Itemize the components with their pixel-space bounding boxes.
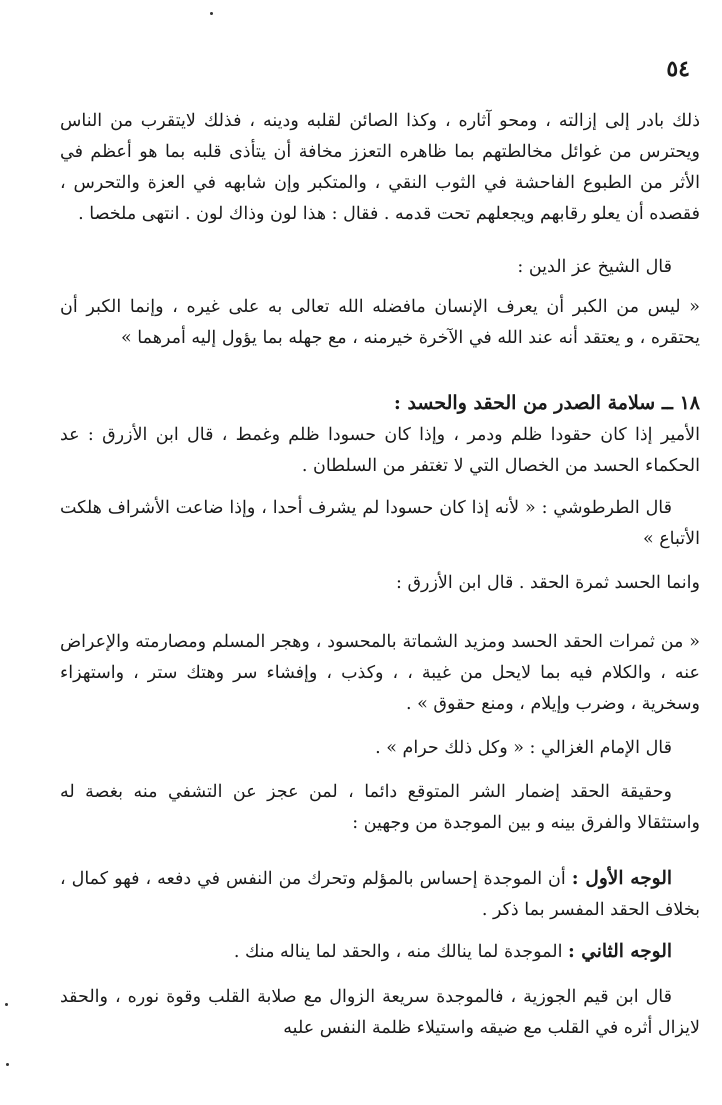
page-number: ٥٤ <box>666 56 690 82</box>
paragraph-intro <box>60 106 700 230</box>
paragraph-izz-intro <box>60 252 700 283</box>
paragraph-amir <box>60 420 700 482</box>
section-title: ١٨ ــ سلامة الصدر من الحقد والحسد : <box>393 392 700 414</box>
document-page <box>60 0 700 1105</box>
paragraph-ibn-qayyim <box>60 982 700 1044</box>
paragraph-text: قال الإمام الغزالي : « وكل ذلك حرام » . <box>375 738 672 758</box>
paragraph-text: وانما الحسد ثمرة الحقد . قال ابن الأزرق : <box>395 573 700 593</box>
paragraph-text: قال الشيخ عز الدين : <box>517 257 672 277</box>
paragraph-text: قال ابن قيم الجوزية ، فالموجدة سريعة الزوال مع صلابة القلب وقوة نوره ، والحقد لايزال أثره في القلب مع ضيقه واستيلاء ظلمة النفس عليه <box>60 987 700 1038</box>
paragraph-haqiqa <box>60 777 700 839</box>
quote-izz <box>60 292 700 354</box>
scan-speck <box>210 12 213 15</box>
paragraph-text <box>60 863 700 926</box>
paragraph-text: قال الطرطوشي : « لأنه إذا كان حسودا لم يشرف أحدا ، وإذا ضاعت الأشراف هلكت الأتباع » <box>60 498 700 549</box>
paragraph-ghazali <box>60 733 700 764</box>
term-label: الوجه الأول : <box>571 868 672 889</box>
paragraph-text: « ليس من الكبر أن يعرف الإنسان مافضله الله تعالى به على غيره ، وإنما الكبر أن يحتقره ، و يعتقد أنه عند الله في الآخرة خيرمنه ، مع جهله بما يؤول إليه أمرهما » <box>60 297 700 348</box>
paragraph-text: « من ثمرات الحقد الحسد ومزيد الشماتة بالمحسود ، وهجر المسلم ومصارمته والإعراض عنه ، والكلام فيه بما لايحل من غيبة ، ، وكذب ، وإفشاء سر وهتك ستر ، واستهزاء وسخرية ، وضرب وإيلام ، ومنع حقوق » . <box>60 632 700 714</box>
paragraph-turtushi <box>60 493 700 555</box>
paragraph-text <box>60 936 700 968</box>
paragraph-text: وحقيقة الحقد إضمار الشر المتوقع دائما ، لمن عجز عن التشفي منه بغصة له واستثقالا والفرق بينه و بين الموجدة من وجهين : <box>60 782 700 833</box>
section-heading <box>60 387 700 419</box>
quote-ibn-azraq <box>60 627 700 720</box>
paragraph-second-aspect <box>60 936 700 968</box>
term-text: الموجدة لما ينالك منه ، والحقد لما يناله منك . <box>233 942 569 962</box>
scan-speck <box>6 1063 9 1066</box>
scan-speck <box>5 1003 8 1006</box>
paragraph-text: ذلك بادر إلى إزالته ، ومحو آثاره ، وكذا الصائن لقلبه ودينه ، فذلك لايتقرب من الناس ويحترس من غوائل مخالطتهم بما ظاهره التعزز مخافة أن يتأذى قلبه بما هو أعظم في الأثر من الطبوع الفاحشة في الثوب النقي ، والمتكبر وإن شابهه في العزة والتحرس ، فقصده أن يعلو رقابهم ويجعلهم تحت قدمه . فقال : هذا لون وذاك لون . انتهى ملخصا . <box>60 111 700 224</box>
paragraph-hasad-fruit <box>60 568 700 599</box>
paragraph-text: الأمير إذا كان حقودا ظلم ودمر ، وإذا كان حسودا ظلم وغمط ، قال ابن الأزرق : عد الحكماء الحسد من الخصال التي لا تغتفر من السلطان . <box>60 425 700 476</box>
paragraph-first-aspect <box>60 863 700 926</box>
term-label: الوجه الثاني : <box>568 941 672 962</box>
term-text: أن الموجدة إحساس بالمؤلم وتحرك من النفس في دفعه ، فهو كمال ، بخلاف الحقد المفسر بما ذكر . <box>60 869 700 920</box>
